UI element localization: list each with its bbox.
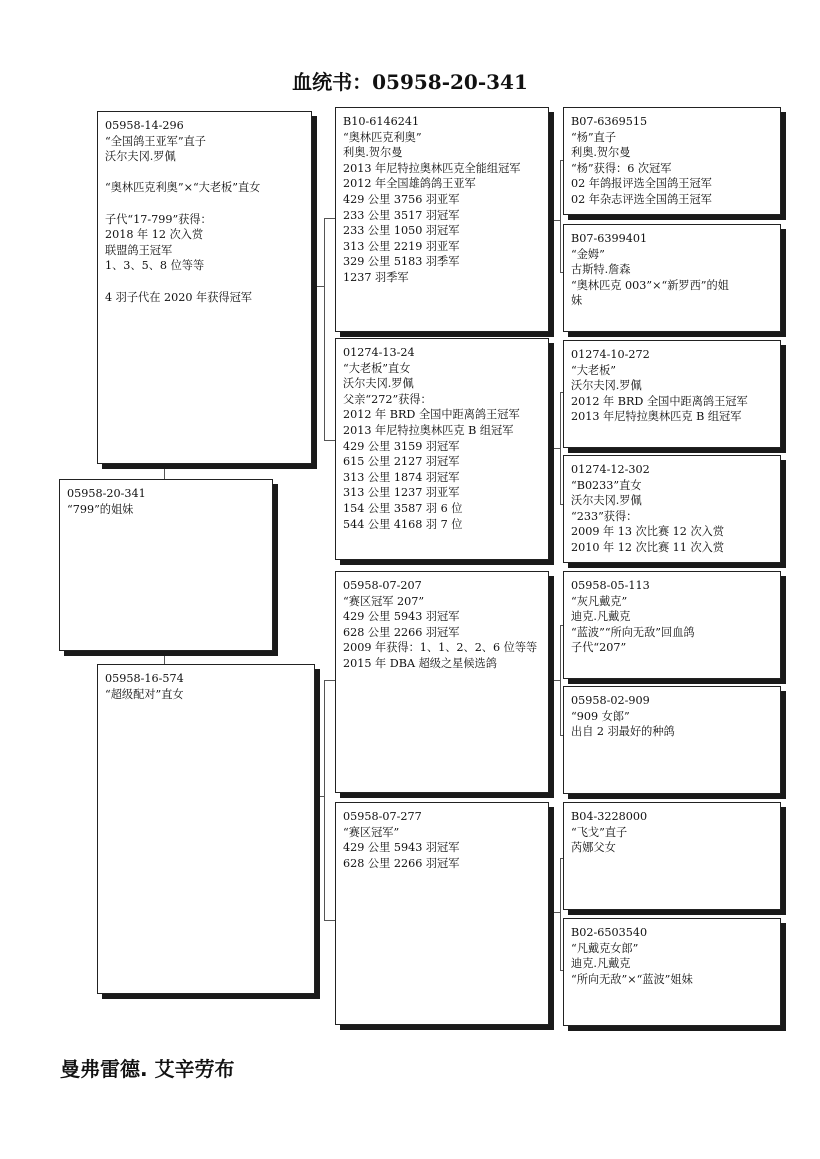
pedigree-text-line: “全国鸽王亚军”直子 bbox=[105, 134, 206, 148]
pedigree-text-line: 544 公里 4168 羽 7 位 bbox=[343, 517, 463, 531]
pedigree-text-line: 313 公里 2219 羽亚军 bbox=[343, 239, 460, 253]
pedigree-text-line: 子代“17-799”获得： bbox=[105, 212, 212, 226]
pedigree-text-line: 出自 2 羽最好的种鸽 bbox=[571, 725, 675, 739]
pedigree-text-line: 2015 年 DBA 超级之星候选鸽 bbox=[343, 656, 497, 670]
pedigree-text-line: “超级配对”直女 bbox=[105, 687, 184, 701]
ds-sire-box bbox=[563, 571, 781, 679]
dam-box bbox=[97, 664, 315, 994]
pedigree-text-line: 05958-02-909 bbox=[571, 694, 650, 707]
pedigree-text-line: “B0233”直女 bbox=[571, 478, 642, 492]
pedigree-text-line: “233”获得： bbox=[571, 509, 638, 523]
pedigree-text-line: “蓝波”“所向无敌”回血鸽 bbox=[571, 625, 695, 639]
pedigree-text-line: 05958-07-207 bbox=[343, 579, 422, 592]
pedigree-text-line: 2010 年 12 次比赛 11 次入赏 bbox=[571, 540, 725, 554]
pedigree-text-line: 沃尔夫冈.罗佩 bbox=[571, 494, 642, 508]
pedigree-text-line: B10-6146241 bbox=[343, 115, 420, 128]
pedigree-text-line: 迪克.凡戴克 bbox=[571, 610, 631, 624]
pedigree-text-line: “909 女郎” bbox=[571, 709, 630, 723]
pedigree-text-line: 2012 年 BRD 全国中距离鸽王冠军 bbox=[571, 394, 748, 408]
pedigree-text-line: “灰凡戴克” bbox=[571, 594, 628, 608]
connector-line bbox=[324, 218, 325, 440]
subject-box bbox=[59, 479, 273, 651]
pedigree-text-line: 2013 年尼特拉奥林匹克 B 组冠军 bbox=[571, 410, 742, 424]
pedigree-text-line: 沃尔夫冈.罗佩 bbox=[343, 377, 414, 391]
pedigree-text-line: 628 公里 2266 羽冠军 bbox=[343, 856, 460, 870]
pedigree-text-line: 233 公里 3517 羽冠军 bbox=[343, 208, 460, 222]
ds-dam-box bbox=[563, 686, 781, 794]
pedigree-text-line: 615 公里 2127 羽冠军 bbox=[343, 455, 460, 469]
pedigree-text-line: 1、3、5、8 位等等 bbox=[105, 259, 205, 273]
pedigree-text-line: 05958-14-296 bbox=[105, 119, 184, 132]
pedigree-text-line: 429 公里 5943 羽冠军 bbox=[343, 610, 460, 624]
pedigree-text-line: B04-3228000 bbox=[571, 810, 648, 823]
connector-line bbox=[560, 858, 561, 970]
pedigree-text-line: “大老板”直女 bbox=[343, 361, 411, 375]
sd-sire-box bbox=[563, 340, 781, 448]
sire-dam-box bbox=[335, 338, 549, 560]
ss-dam-box bbox=[563, 224, 781, 332]
pedigree-text-line: 2012 年全国雄鸽鸽王亚军 bbox=[343, 177, 476, 191]
dd-dam-box bbox=[563, 918, 781, 1026]
pedigree-text-line: “杨”直子 bbox=[571, 130, 617, 144]
pedigree-text-line: 2009 年 13 次比赛 12 次入赏 bbox=[571, 525, 725, 539]
pedigree-text-line: “所向无敌”×“蓝波”姐妹 bbox=[571, 972, 693, 986]
pedigree-text-line: 联盟鸽王冠军 bbox=[105, 243, 173, 257]
pedigree-text-line: 329 公里 5183 羽季军 bbox=[343, 255, 460, 269]
breeder-name: 曼弗雷德. 艾辛劳布 bbox=[60, 1057, 235, 1081]
pedigree-text-line: 628 公里 2266 羽冠军 bbox=[343, 625, 460, 639]
pedigree-text-line: “金姆” bbox=[571, 247, 605, 261]
pedigree-text-line: “赛区冠军” bbox=[343, 825, 400, 839]
dam-sire-box bbox=[335, 571, 549, 793]
connector-line bbox=[548, 220, 560, 221]
pedigree-text-line: 05958-05-113 bbox=[571, 579, 650, 592]
pedigree-text-line: 迪克.凡戴克 bbox=[571, 957, 631, 971]
connector-line bbox=[560, 160, 561, 272]
pedigree-text-line: “凡戴克女郎” bbox=[571, 941, 639, 955]
connector-line bbox=[548, 448, 560, 449]
pedigree-text-line: “799”的姐妹 bbox=[67, 502, 134, 516]
pedigree-text-line: 4 羽子代在 2020 年获得冠军 bbox=[105, 290, 252, 304]
sire-box bbox=[97, 111, 312, 464]
pedigree-text-line: “飞戈”直子 bbox=[571, 825, 628, 839]
pedigree-text-line: 父亲“272”获得： bbox=[343, 392, 432, 406]
connector-line bbox=[560, 625, 561, 735]
pedigree-text-line: 01274-10-272 bbox=[571, 348, 650, 361]
pedigree-text-line: 154 公里 3587 羽 6 位 bbox=[343, 501, 463, 515]
connector-line bbox=[164, 650, 165, 665]
pedigree-text-line: 2013 年尼特拉奥林匹克全能组冠军 bbox=[343, 161, 521, 175]
pedigree-text-line: 子代“207” bbox=[571, 641, 627, 655]
pedigree-text-line: 233 公里 1050 羽冠军 bbox=[343, 224, 460, 238]
pedigree-text-line: “赛区冠军 207” bbox=[343, 594, 425, 608]
pedigree-text-line: 沃尔夫冈.罗佩 bbox=[105, 150, 176, 164]
pedigree-text-line: 妹 bbox=[571, 294, 583, 308]
connector-line bbox=[314, 796, 324, 797]
pedigree-text-line: 02 年杂志评选全国鸽王冠军 bbox=[571, 192, 712, 206]
pedigree-text-line: 2009 年获得：1、1、2、2、6 位等等 bbox=[343, 641, 538, 655]
connector-line bbox=[560, 392, 561, 504]
pedigree-text-line: 429 公里 3756 羽亚军 bbox=[343, 192, 460, 206]
pedigree-text-line: 01274-12-302 bbox=[571, 463, 650, 476]
sd-dam-box bbox=[563, 455, 781, 563]
pedigree-text-line bbox=[105, 165, 304, 181]
pedigree-text-line: 利奥.贺尔曼 bbox=[571, 146, 631, 160]
connector-line bbox=[548, 680, 560, 681]
pedigree-text-line: 05958-16-574 bbox=[105, 672, 184, 685]
dd-sire-box bbox=[563, 802, 781, 910]
pedigree-text-line: 沃尔夫冈.罗佩 bbox=[571, 379, 642, 393]
pedigree-text-line: B02-6503540 bbox=[571, 926, 648, 939]
connector-line bbox=[548, 912, 560, 913]
pedigree-text-line: “杨”获得：6 次冠军 bbox=[571, 161, 672, 175]
pedigree-text-line: 01274-13-24 bbox=[343, 346, 415, 359]
pedigree-text-line: “奥林匹克利奥”×“大老板”直女 bbox=[105, 181, 261, 195]
pedigree-text-line: 429 公里 3159 羽冠军 bbox=[343, 439, 460, 453]
page-title: 血统书：05958-20-341 bbox=[292, 70, 528, 94]
pedigree-text-line: 1237 羽季军 bbox=[343, 270, 409, 284]
pedigree-text-line: 2012 年 BRD 全国中距离鸽王冠军 bbox=[343, 408, 520, 422]
pedigree-text-line: 02 年鸽报评选全国鸽王冠军 bbox=[571, 177, 712, 191]
connector-line bbox=[324, 680, 325, 920]
ss-sire-box bbox=[563, 107, 781, 215]
pedigree-text-line: 利奥.贺尔曼 bbox=[343, 146, 403, 160]
pedigree-text-line: 2018 年 12 次入赏 bbox=[105, 228, 204, 242]
dam-dam-box bbox=[335, 802, 549, 1025]
pedigree-text-line bbox=[105, 196, 304, 212]
pedigree-text-line: “奥林匹克 003”×“新罗西”的姐 bbox=[571, 278, 729, 292]
pedigree-text-line: 313 公里 1237 羽亚军 bbox=[343, 486, 460, 500]
pedigree-text-line: 05958-20-341 bbox=[67, 487, 146, 500]
pedigree-text-line: 芮娜父女 bbox=[571, 841, 616, 855]
pedigree-text-line: “奥林匹克利奥” bbox=[343, 130, 422, 144]
connector-line bbox=[312, 286, 324, 287]
pedigree-text-line: “大老板” bbox=[571, 363, 617, 377]
pedigree-text-line: 313 公里 1874 羽冠军 bbox=[343, 470, 460, 484]
pedigree-text-line bbox=[105, 274, 304, 290]
pedigree-text-line: 429 公里 5943 羽冠军 bbox=[343, 841, 460, 855]
pedigree-text-line: 05958-07-277 bbox=[343, 810, 422, 823]
connector-line bbox=[164, 463, 165, 480]
pedigree-text-line: B07-6369515 bbox=[571, 115, 648, 128]
pedigree-text-line: B07-6399401 bbox=[571, 232, 648, 245]
pedigree-text-line: 2013 年尼特拉奥林匹克 B 组冠军 bbox=[343, 423, 514, 437]
sire-sire-box bbox=[335, 107, 549, 332]
pedigree-text-line: 古斯特.詹森 bbox=[571, 263, 631, 277]
